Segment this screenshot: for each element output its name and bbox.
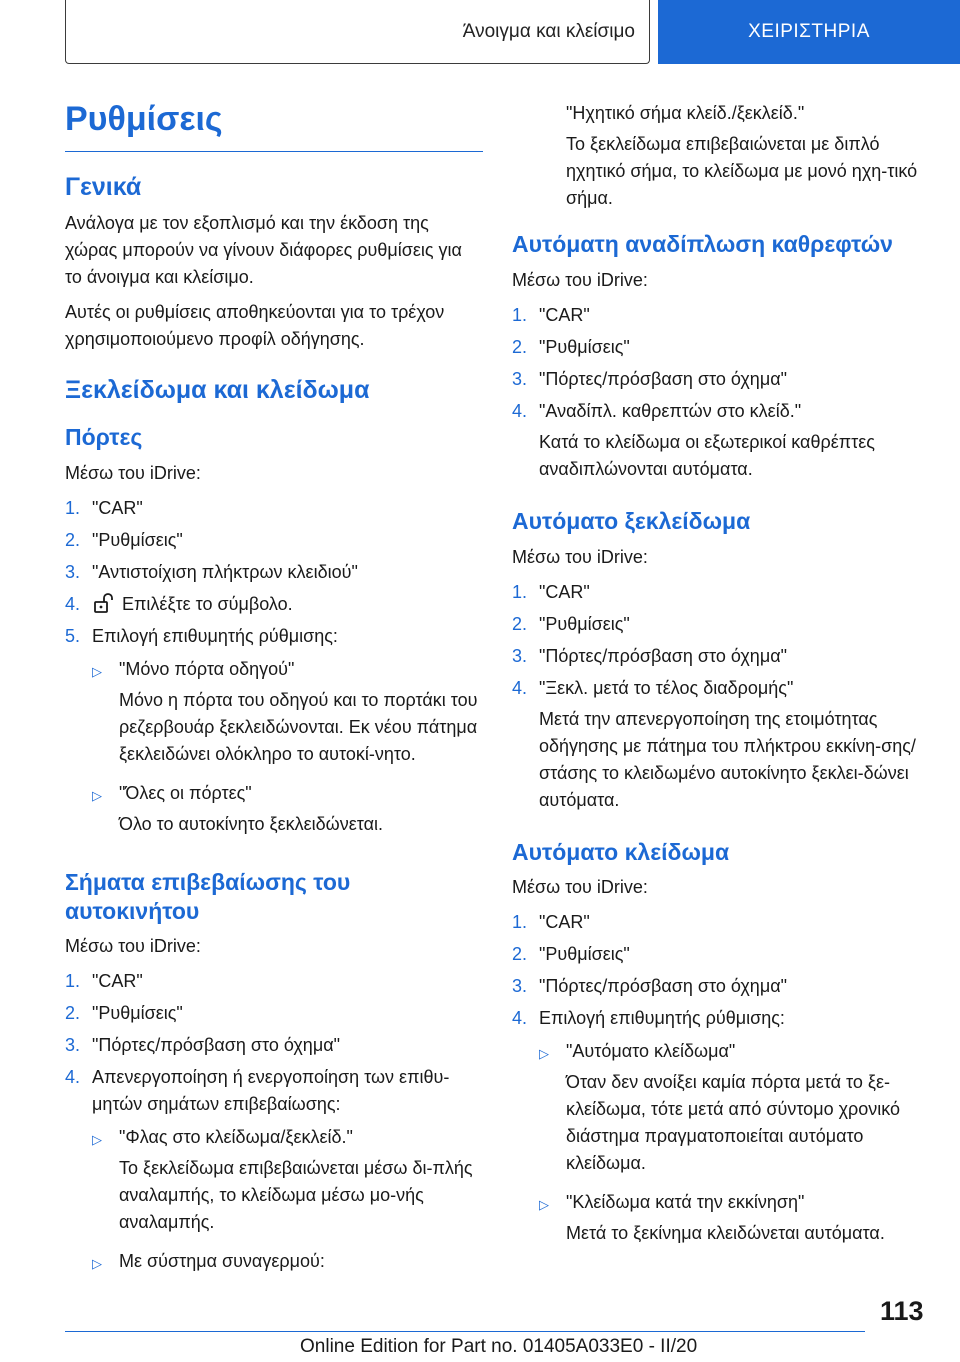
chapter-tab-label: ΧΕΙΡΙΣΤΗΡΙΑ: [748, 21, 870, 42]
general-para-2: Αυτές οι ρυθμίσεις αποθηκεύονται για το τρέχον χρησιμοποιούμενο προφίλ οδήγησης.: [65, 302, 445, 349]
list-item: [65, 623, 483, 850]
list-item: [512, 398, 932, 489]
step-text: "Ρυθμίσεις": [92, 1003, 183, 1024]
step-text: "CAR": [539, 912, 590, 933]
list-item: [65, 527, 483, 554]
option-desc: Μετά το ξεκίνημα κλειδώνεται αυτόματα.: [566, 1223, 885, 1244]
chapter-tab: [658, 0, 960, 64]
option-label: Με σύστημα συναγερμού:: [119, 1251, 325, 1272]
list-item: [512, 675, 932, 820]
option-item: [539, 1038, 932, 1183]
step-desc: Κατά το κλείδωμα οι εξωτερικοί καθρέπτες αναδιπλώνονται αυτόματα.: [539, 431, 875, 479]
step-text: "Ξεκλ. μετά το τέλος διαδρομής": [539, 677, 794, 698]
list-item: [65, 559, 483, 586]
step-number: 1.: [65, 497, 81, 518]
step-number: 4.: [512, 1008, 528, 1029]
list-item: [512, 1005, 932, 1259]
auto-lock-options: [539, 1038, 932, 1253]
triangle-right-icon: ▷: [92, 787, 102, 803]
triangle-right-icon: ▷: [92, 1256, 102, 1272]
step-text: "CAR": [539, 581, 590, 602]
step-text: "CAR": [92, 971, 143, 992]
step-text: "CAR": [539, 304, 590, 325]
page-title: Ρυθμίσεις: [65, 100, 483, 152]
list-item: [512, 973, 932, 1000]
auto-lock-intro: Μέσω του iDrive:: [512, 877, 648, 898]
step-number: 3.: [65, 561, 81, 582]
unlock-lock-heading: Ξεκλείδωμα και κλείδωμα: [65, 376, 370, 404]
left-column: [65, 100, 483, 1288]
triangle-right-icon: ▷: [92, 1132, 102, 1148]
triangle-right-icon: ▷: [539, 1046, 549, 1062]
step-text: "Πόρτες/πρόσβαση στο όχημα": [539, 368, 787, 389]
step-text: "Ρυθμίσεις": [539, 613, 630, 634]
footer-edition: [300, 1336, 697, 1358]
step-number: 4.: [512, 400, 528, 421]
option-label: "Όλες οι πόρτες": [119, 782, 252, 803]
section-title: Άνοιγμα και κλείσιμο: [462, 20, 635, 42]
step-text: "Ρυθμίσεις": [539, 944, 630, 965]
doors-options: [92, 656, 483, 844]
auto-unlock-heading: Αυτόματο ξεκλείδωμα: [512, 507, 751, 534]
list-item: [512, 611, 932, 638]
step-text: "Πόρτες/πρόσβαση στο όχημα": [539, 976, 787, 997]
general-para-1: Ανάλογα με τον εξοπλισμό και την έκδοση της χώρας μπορούν να γίνουν διάφορες ρυθμίσεις για το άνοιγμα και κλείσιμο.: [65, 213, 462, 287]
step-desc: Μετά την απενεργοποίηση της ετοιμότητας οδήγησης με πάτημα του πλήκτρου εκκίνη-σης/στάσης το κλειδωμένο αυτοκίνητο ξεκλει-δώνει αυτόματα.: [539, 708, 916, 810]
edition-text: Online Edition for Part no. 01405A033E0 - II/20: [300, 1336, 698, 1357]
auto-unlock-intro: Μέσω του iDrive:: [512, 546, 648, 567]
list-item: [65, 495, 483, 522]
option-label: "Κλείδωμα κατά την εκκίνηση": [566, 1192, 805, 1213]
list-item: [512, 334, 932, 361]
mirror-fold-heading: Αυτόματη αναδίπλωση καθρεφτών: [512, 231, 893, 257]
option-desc: Όταν δεν ανοίξει καμία πόρτα μετά το ξε-κλείδωμα, τότε μετά από σύντομο χρονικό διάστημα πραγματοποιείται αυτόματο κλείδωμα.: [566, 1072, 901, 1174]
list-item: [512, 366, 932, 393]
list-item: [65, 968, 483, 995]
step-number: 2.: [65, 1003, 81, 1024]
step-text: "CAR": [92, 497, 143, 518]
option-item: [92, 780, 483, 844]
step-number: 2.: [512, 613, 528, 634]
right-column: [512, 100, 932, 1264]
general-heading: Γενικά: [65, 173, 142, 201]
step-number: 1.: [512, 581, 528, 602]
mirror-fold-intro: Μέσω του iDrive:: [512, 269, 648, 290]
option-label: "Μόνο πόρτα οδηγού": [119, 658, 295, 679]
step-number: 3.: [512, 645, 528, 666]
step-number: 1.: [65, 971, 81, 992]
option-desc: Όλο το αυτοκίνητο ξεκλειδώνεται.: [119, 813, 384, 834]
step-text: "Ρυθμίσεις": [539, 336, 630, 357]
option-label: "Ηχητικό σήμα κλείδ./ξεκλείδ.": [566, 103, 805, 123]
footer-divider: [65, 1331, 865, 1332]
step-text: "Αντιστοίχιση πλήκτρων κλειδιού": [92, 561, 358, 582]
step-number: 4.: [65, 593, 81, 614]
option-item: [539, 1189, 932, 1253]
option-label: "Αυτόματο κλείδωμα": [566, 1041, 736, 1062]
signals-steps: [65, 968, 483, 1283]
signals-options: [92, 1124, 483, 1277]
step-number: 5.: [65, 625, 81, 646]
list-item: [512, 302, 932, 329]
signals-heading: Σήματα επιβεβαίωσης του αυτοκινήτου: [65, 868, 351, 924]
option-desc: Το ξεκλείδωμα επιβεβαιώνεται μέσω δι-πλής αναλαμπής, το κλείδωμα μέσω μο-νής αναλαμπής.: [119, 1158, 473, 1233]
step-text: "Πόρτες/πρόσβαση στο όχημα": [539, 645, 787, 666]
step-text: "Ρυθμίσεις": [92, 529, 183, 550]
step-text: Επιλογή επιθυμητής ρύθμισης:: [92, 625, 338, 646]
step-number: 1.: [512, 912, 528, 933]
option-label: "Φλας στο κλείδωμα/ξεκλείδ.": [119, 1127, 353, 1148]
list-item: [65, 1000, 483, 1027]
step-number: 2.: [512, 944, 528, 965]
step-number: 2.: [512, 336, 528, 357]
triangle-right-icon: ▷: [539, 1197, 549, 1213]
step-number: 4.: [65, 1067, 81, 1088]
doors-heading: Πόρτες: [65, 424, 143, 450]
step-number: 1.: [512, 304, 528, 325]
list-item: [512, 941, 932, 968]
page-number: 113: [880, 1296, 924, 1326]
option-desc: Το ξεκλείδωμα επιβεβαιώνεται με διπλό ηχητικό σήμα, το κλείδωμα με μονό ηχη-τικό σήμα.: [566, 134, 918, 208]
option-item: [92, 1124, 483, 1242]
step-number: 3.: [512, 976, 528, 997]
list-item: [512, 579, 932, 606]
step-text: "Πόρτες/πρόσβαση στο όχημα": [92, 1035, 340, 1056]
step-text: Επιλογή επιθυμητής ρύθμισης:: [539, 1008, 785, 1029]
step-number: 3.: [65, 1035, 81, 1056]
step-number: 3.: [512, 368, 528, 389]
list-item: [65, 1032, 483, 1059]
doors-steps: [65, 495, 483, 850]
auto-unlock-steps: [512, 579, 932, 820]
signals-intro: Μέσω του iDrive:: [65, 936, 201, 957]
step-text: "Αναδίπλ. καθρεπτών στο κλείδ.": [539, 400, 802, 421]
option-desc: Μόνο η πόρτα του οδηγού και το πορτάκι του ρεζερβουάρ ξεκλειδώνονται. Εκ νέου πάτημα ξεκλειδώνει ολόκληρο το αυτοκί-νητο.: [119, 689, 478, 764]
list-item: [65, 1064, 483, 1283]
step-text: Επιλέξτε το σύμβολο.: [122, 593, 293, 614]
step-number: 4.: [512, 677, 528, 698]
list-item: [512, 643, 932, 670]
open-padlock-icon: [92, 593, 116, 613]
step-number: 2.: [65, 529, 81, 550]
doors-intro: Μέσω του iDrive:: [65, 462, 201, 483]
auto-lock-heading: Αυτόματο κλείδωμα: [512, 838, 730, 865]
step-text: Απενεργοποίηση ή ενεργοποίηση των επιθυ-μητών σημάτων επιβεβαίωσης:: [92, 1067, 450, 1115]
option-item: [92, 1248, 483, 1277]
auto-lock-steps: [512, 909, 932, 1259]
mirror-fold-steps: [512, 302, 932, 489]
triangle-right-icon: ▷: [92, 663, 102, 679]
horn-option: [512, 100, 932, 212]
list-item: [512, 909, 932, 936]
option-item: [92, 656, 483, 774]
list-item: [65, 591, 483, 618]
running-header: [65, 0, 650, 64]
